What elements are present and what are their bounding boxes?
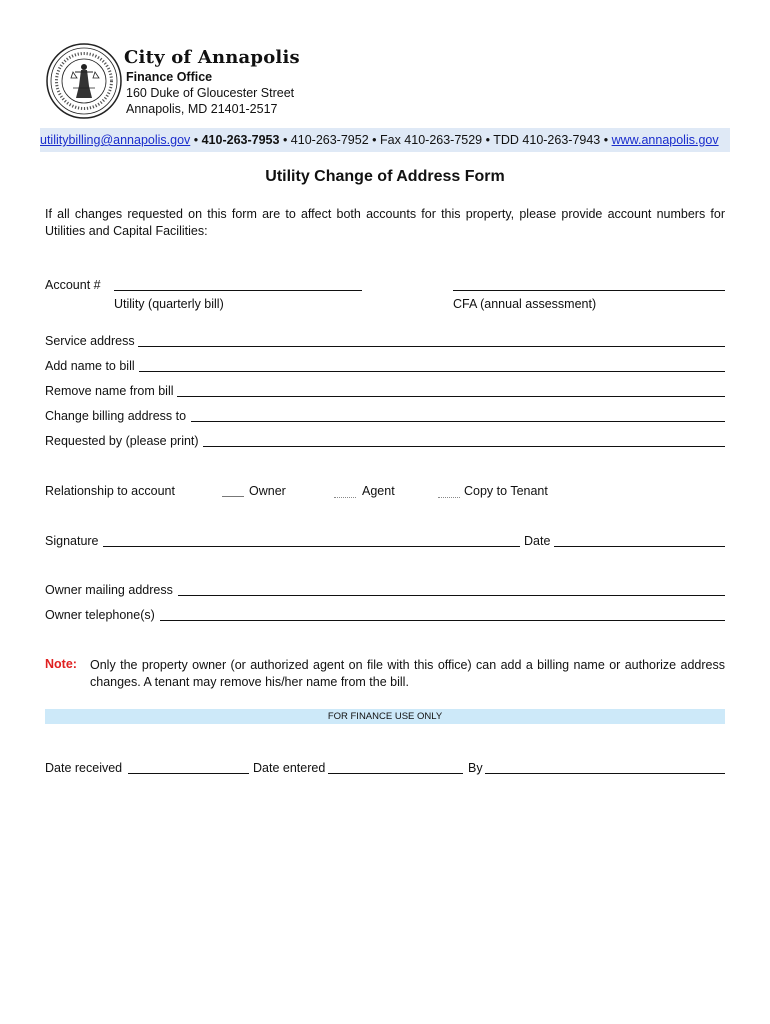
signature-label: Signature bbox=[45, 534, 99, 548]
form-title: Utility Change of Address Form bbox=[265, 168, 505, 185]
cfa-account-field[interactable] bbox=[453, 290, 725, 291]
intro-paragraph: If all changes requested on this form are to affect both accounts for this property, please provide account numbers for Utilities and Capital Facilities: bbox=[45, 207, 725, 238]
agent-option-label: Agent bbox=[362, 484, 395, 498]
office-name: Finance Office bbox=[126, 70, 213, 84]
city-name: City of Annapolis bbox=[124, 47, 300, 68]
relationship-label: Relationship to account bbox=[45, 484, 175, 498]
date-received-label: Date received bbox=[45, 761, 123, 775]
service-address-field[interactable] bbox=[138, 346, 725, 347]
requested-by-field[interactable] bbox=[203, 446, 725, 447]
owner-phone-field[interactable] bbox=[160, 620, 725, 621]
fax-number: Fax 410-263-7529 bbox=[379, 133, 483, 147]
remove-name-field[interactable] bbox=[177, 396, 725, 397]
website-link[interactable]: www.annapolis.gov bbox=[611, 133, 719, 147]
phone-2: 410-263-7952 bbox=[290, 133, 369, 147]
owner-mailing-label: Owner mailing address bbox=[45, 583, 173, 597]
address-line-2: Annapolis, MD 21401-2517 bbox=[126, 102, 278, 116]
signature-field[interactable] bbox=[103, 546, 520, 547]
address-line-1: 160 Duke of Gloucester Street bbox=[126, 86, 295, 100]
copy-tenant-checkbox[interactable] bbox=[438, 497, 460, 498]
note-text: Only the property owner (or authorized agent on file with this office) can add a billing name or authorize address changes. A tenant may remove his/her name from the bill. bbox=[90, 658, 725, 689]
requested-by-label: Requested by (please print) bbox=[45, 434, 199, 448]
remove-name-label: Remove name from bill bbox=[45, 384, 174, 398]
owner-option-label: Owner bbox=[249, 484, 286, 498]
add-name-label: Add name to bill bbox=[45, 359, 135, 373]
change-billing-field[interactable] bbox=[191, 421, 725, 422]
email-link[interactable]: utilitybilling@annapolis.gov bbox=[40, 133, 191, 147]
date-entered-field[interactable] bbox=[328, 773, 463, 774]
by-label: By bbox=[468, 761, 483, 775]
date-received-field[interactable] bbox=[128, 773, 249, 774]
utility-account-field[interactable] bbox=[114, 290, 362, 291]
service-address-label: Service address bbox=[45, 334, 135, 348]
add-name-field[interactable] bbox=[139, 371, 725, 372]
city-seal-icon bbox=[45, 42, 123, 120]
owner-phone-label: Owner telephone(s) bbox=[45, 608, 155, 622]
contact-bar: utilitybilling@annapolis.gov • 410-263-7953 • 410-263-7952 • Fax 410-263-7529 • TDD 410-263-7943 • www.annapolis.gov bbox=[40, 128, 730, 152]
main-phone: 410-263-7953 bbox=[201, 133, 280, 147]
owner-checkbox[interactable] bbox=[222, 496, 244, 497]
account-label: Account # bbox=[45, 278, 101, 292]
finance-use-header: FOR FINANCE USE ONLY bbox=[45, 709, 725, 724]
agent-checkbox[interactable] bbox=[334, 497, 356, 498]
date-label: Date bbox=[524, 534, 551, 548]
cfa-caption: CFA (annual assessment) bbox=[453, 297, 597, 311]
date-entered-label: Date entered bbox=[253, 761, 326, 775]
note-label: Note: bbox=[45, 657, 77, 671]
tdd-number: TDD 410-263-7943 bbox=[493, 133, 601, 147]
date-field[interactable] bbox=[554, 546, 725, 547]
change-billing-label: Change billing address to bbox=[45, 409, 187, 423]
by-field[interactable] bbox=[485, 773, 725, 774]
utility-caption: Utility (quarterly bill) bbox=[114, 297, 224, 311]
owner-mailing-field[interactable] bbox=[178, 595, 725, 596]
copy-tenant-option-label: Copy to Tenant bbox=[464, 484, 548, 498]
